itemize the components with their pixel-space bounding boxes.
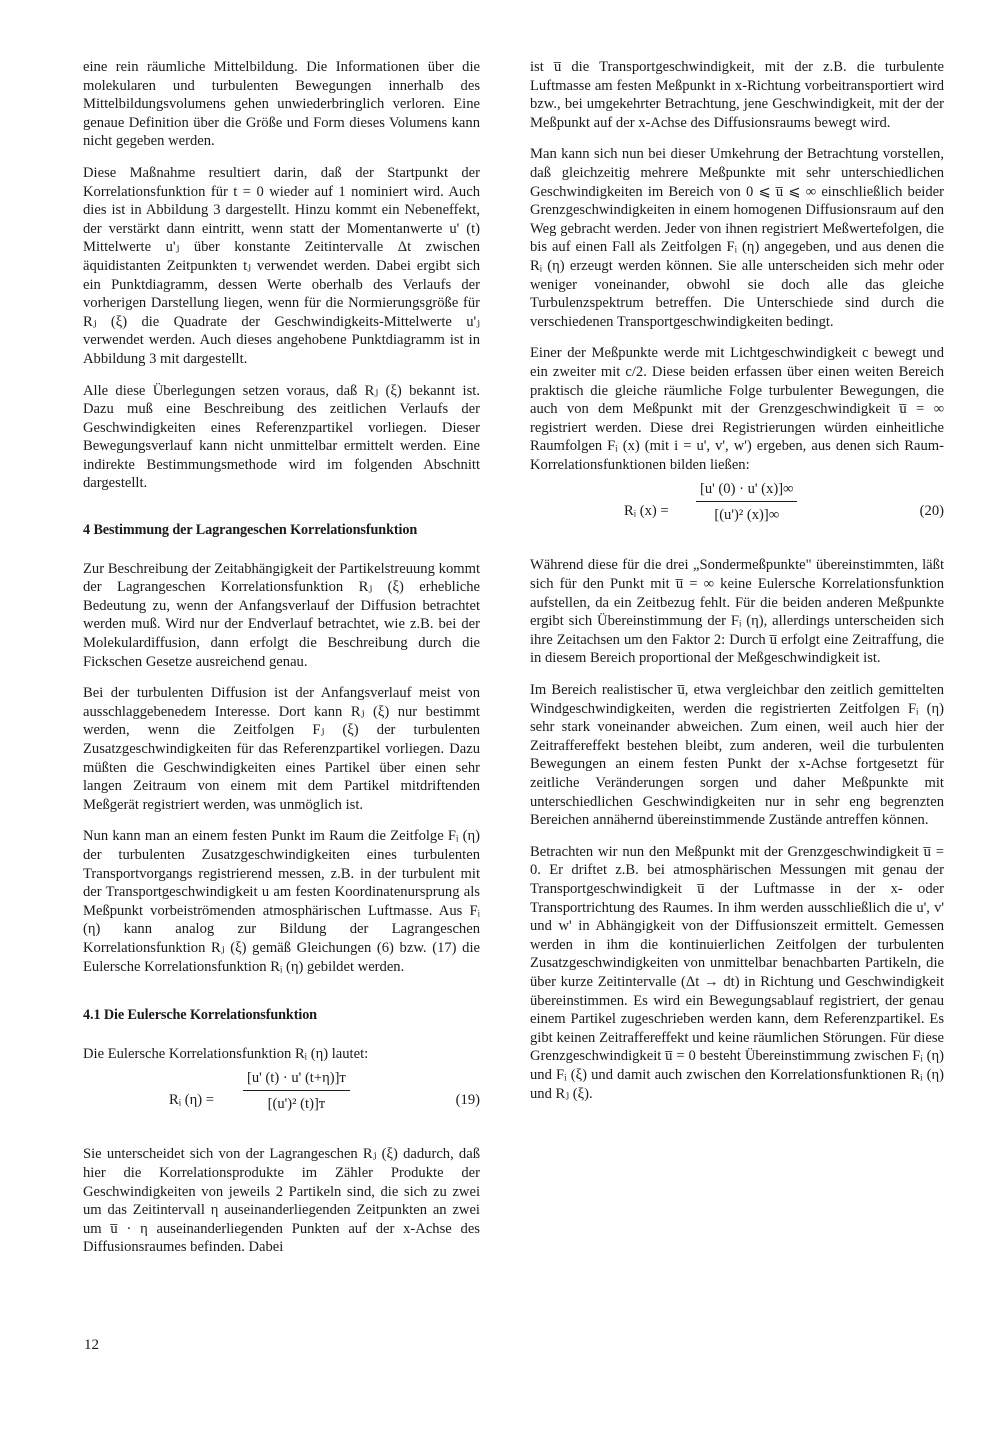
right-paragraph-2: Man kann sich nun bei dieser Umkehrung der Betrachtung vorstellen, daß gleichzeitig mehrere Meßpunkte mit sehr unterschiedlichen Geschwindigkeiten im Bereich von 0 ⩽ u̅ ⩽ ∞ einschließlich beider Grenzgeschwindigkeiten in einem homogenen Diffusionsraum auf den Weg gebracht werden. Jeder von ihnen registriert Meßwertefolgen, die bis auf einen Fall als Zeitfolgen Fᵢ (η) angegeben, und aus denen die Rᵢ (η) erzeugt werden können. Sie alle unterscheiden sich mehr oder weniger voneinander, obwohl sie doch alle das gleiche Turbulenzspektrum betreffen. Die Unterschiede sind durch die verschiedenen Transportgeschwindigkeiten bedingt. xyxy=(530,146,944,330)
right-column xyxy=(530,58,944,1116)
left-paragraph-2: Diese Maßnahme resultiert darin, daß der Startpunkt der Korrelationsfunktion für t = 0 wieder auf 1 nominiert wird. Auch dies ist in Abbildung 3 dargestellt. Hinzu kommt ein Nebeneffekt, der verstärkt dann eintritt, wenn statt der Momentanwerte u' (t) Mittelwerte u'ⱼ über konstante Zeitintervalle Δt zwischen äquidistanten Zeitpunkten tⱼ verwendet werden. Dabei ergibt sich ein Punktdiagramm, dessen Werte oberhalb des Verlaufs der vorherigen Darstellung liegen, wenn für die Normierungsgröße für Rⱼ (ξ) die Quadrate der Geschwindigkeits-Mittelwerte u'ⱼ verwendet werden. Auch dieses angehobene Punktdiagramm ist in Abbildung 3 mit dargestellt. xyxy=(83,164,480,367)
right-paragraph-1: ist u̅ die Transportgeschwindigkeit, mit der z.B. die turbulente Luftmasse am festen Meßpunkt in x-Richtung vorbeitransportiert wird bzw., bei umgekehrter Betrachtung, jene Geschwindigkeit, mit der der Meßpunkt auf der x-Achse des Diffusionsraums bewegt wird. xyxy=(530,59,944,131)
equation-19-fraction xyxy=(243,1069,350,1113)
left-paragraph-3: Alle diese Überlegungen setzen voraus, daß Rⱼ (ξ) bekannt ist. Dazu muß eine Beschreibung des zeitlichen Verlaufs der Geschwindigkeiten eines Referenzpartikel vorliegen. Dieser Bewegungsverlauf kann nicht unmittelbar ermittelt werden. Eine indirekte Bestimmungsmethode wird im folgenden Abschnitt dargestellt. xyxy=(83,382,480,492)
equation-20-lhs: Rᵢ (x) = xyxy=(624,503,669,520)
right-paragraph-6: Betrachten wir nun den Meßpunkt mit der Grenzgeschwindigkeit u̅ = 0. Er driftet z.B. bei atmosphärischen Messungen mit genau der Transportgeschwindigkeit u̅ der Luftmasse in der x- oder Transportrichtung des Raumes. In ihm werden ausschließlich die u', v' und w' in Abhängigkeit von der Diffusionszeit ermittelt. Gemessen werden in ihm die kontinuierlichen Zeitfolgen der turbulenten Zusatzgeschwindigkeiten von unmittelbar benachbarten Partikeln, die über kurze Zeitintervalle (Δt → dt) in Richtung und Geschwindigkeit übereinstimmen. Es wird ein Bewegungsablauf registriert, der genau einem Partikel zugeschrieben werden kann, dem Referenzpartikel. Es gibt keinen Zeitraffereffekt und keine räumlichen Störungen. Für diese Grenzgeschwindigkeit u̅ = 0 besteht Übereinstimmung zwischen Fᵢ (η) und Fᵢ (ξ) und damit auch zwischen den Korrelationsfunktionen Rᵢ (η) und Rⱼ (ξ). xyxy=(530,843,944,1102)
section-4-1-heading: 4.1 Die Eulersche Korrelationsfunktion xyxy=(83,1007,317,1024)
left-paragraph-1: eine rein räumliche Mittelbildung. Die Informationen über die molekularen und turbulenten Bewegungen innerhalb des Mittelbildungsvolumens gehen unwiederbringlich verloren. Eine genaue Definition über die Größe und Form dieses Volumens kann nicht gegeben werden. xyxy=(83,59,480,150)
equation-19-lhs: Rᵢ (η) = xyxy=(169,1092,214,1109)
equation-19 xyxy=(83,1069,480,1135)
equation-20-number: (20) xyxy=(919,503,944,520)
equation-20-fraction xyxy=(696,480,797,524)
left-paragraph-8: Sie unterscheidet sich von der Lagrangeschen Rⱼ (ξ) dadurch, daß hier die Korrelationsprodukte im Zähler Produkte der Geschwindigkeiten von jeweils 2 Partikeln sind, die sich zu zwei um das Zeitintervall η auseinanderliegenden Zeitpunkten an zwei um u̅ · η auseinanderliegenden Punkten auf der x-Achse des Diffusionsraumes befinden. Dabei xyxy=(83,1146,480,1256)
page-number: 12 xyxy=(84,1337,99,1353)
equation-19-denominator: [(u')² (t)]ᴛ xyxy=(267,1095,326,1112)
left-paragraph-7: Die Eulersche Korrelationsfunktion Rᵢ (η) lautet: xyxy=(83,1045,369,1062)
equation-20-numerator: [u' (0) · u' (x)]∞ xyxy=(696,480,797,502)
right-paragraph-5: Im Bereich realistischer u̅, etwa vergleichbar den zeitlich gemittelten Windgeschwindigkeiten, werden die registrierten Zeitfolgen Fᵢ (η) sehr stark voneinander abweichen. Zum einen, weil auch hier der Zeitraffereffekt bestehen bleibt, zum anderen, weil die turbulenten Bewegungen an einem festen Punkt der x-Achse fortgesetzt für zeitliche Veränderungen sorgen und daher Meßpunkte mit unterschiedlichen Geschwindigkeiten nur in sehr eng begrenzten Bereichen annähernd übereinstimmende Zustände antreffen können. xyxy=(530,682,944,829)
section-4-heading: 4 Bestimmung der Lagrangeschen Korrelationsfunktion xyxy=(83,522,418,539)
equation-20-denominator: [(u')² (x)]∞ xyxy=(714,507,780,524)
equation-20 xyxy=(530,480,944,546)
equation-19-number: (19) xyxy=(455,1092,480,1109)
left-column xyxy=(83,58,480,1270)
left-paragraph-4: Zur Beschreibung der Zeitabhängigkeit der Partikelstreuung kommt der Lagrangeschen Korrelationsfunktion Rⱼ (ξ) erhebliche Bedeutung zu, wenn der Anfangsverlauf der Diffusion betrachtet werden muß. Wird nur der Endverlauf betrachtet, wie z.B. bei der Molekulardiffusion, dann erfolgt die Beschreibung durch die Fickschen Gesetze ausreichend genau. xyxy=(83,560,480,670)
equation-19-numerator: [u' (t) · u' (t+η)]ᴛ xyxy=(243,1069,350,1091)
right-paragraph-4: Während diese für die drei „Sondermeßpunkte" übereinstimmten, läßt sich für den Punkt mit u̅ = ∞ keine Eulersche Korrelationsfunktion aufstellen, da ein Zeitbezug fehlt. Für die beiden anderen Meßpunkte ergibt sich Übereinstimmung der Fᵢ (η), allerdings unterscheiden sich ihre Zeitachsen um den Faktor 2: Durch u̅ erfolgt eine Zeitraffung, die in diesem Bereich proportional der Meßgeschwindigkeit ist. xyxy=(530,557,944,667)
left-paragraph-6: Nun kann man an einem festen Punkt im Raum die Zeitfolge Fᵢ (η) der turbulenten Zusatzgeschwindigkeiten eines turbulenten Transportvorgangs registrierend messen, z.B. in der turbulent mit der Transportgeschwindigkeit u am festen Koordinatenursprung als Meßpunkt vorbeiströmenden atmosphärischen Luftmasse. Aus Fᵢ (η) kann analog zur Bildung der Lagrangeschen Korrelationsfunktion Rⱼ (ξ) gemäß Gleichungen (6) bzw. (17) die Eulersche Korrelationsfunktion Rᵢ (η) gebildet werden. xyxy=(83,828,480,975)
right-paragraph-3: Einer der Meßpunkte werde mit Lichtgeschwindigkeit c bewegt und ein zweiter mit c/2. Diese beiden erfassen über einen weiten Bereich praktisch die gleiche räumliche Folge turbulenter Bewegungen, die auch von dem Meßpunkt mit der Grenzgeschwindigkeit u̅ = ∞ registriert werden. Diese drei Registrierungen würden einheitliche Raumfolgen Fᵢ (x) (mit i = u', v', w') ergeben, aus denen sich Raum-Korrelationsfunktionen bilden ließen: xyxy=(530,345,944,473)
left-paragraph-5: Bei der turbulenten Diffusion ist der Anfangsverlauf meist von ausschlaggebenedem Interesse. Dort kann Rⱼ (ξ) nur bestimmt werden, wenn die Zeitfolgen Fⱼ (ξ) der turbulenten Zusatzgeschwindigkeiten für das Referenzpartikel vorliegen. Dazu müßten die Geschwindigkeiten eines Partikel über einen sehr langen Zeitraum von einem mit dem Partikel mitdriftenden Meßgerät registriert werden, was unmöglich ist. xyxy=(83,685,480,813)
